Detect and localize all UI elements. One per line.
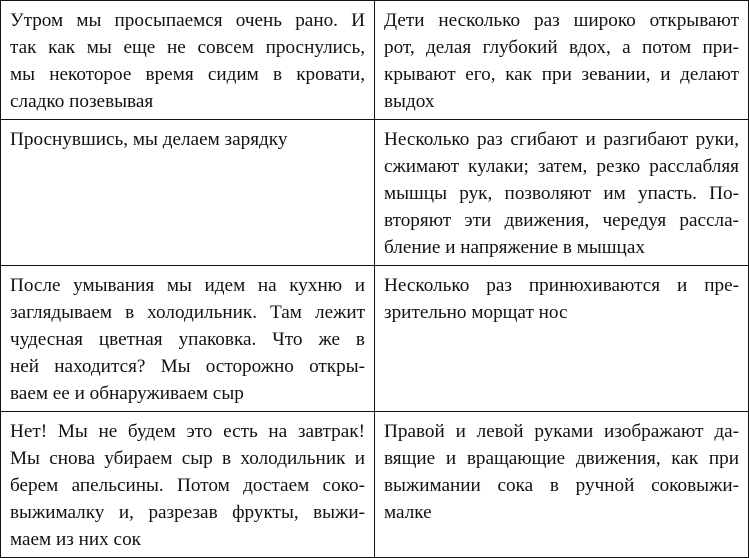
text-line: Несколько раз принюхиваются и пре-: [384, 275, 739, 296]
action-cell: [375, 412, 749, 558]
table-row: [1, 266, 749, 412]
action-cell: [375, 1, 749, 120]
story-cell: [1, 120, 375, 266]
table-row: [1, 1, 749, 120]
text-line: вторяют эти движения, чередуя расслa-: [384, 210, 739, 231]
text-line: После умывания мы идем на кухню и: [10, 275, 365, 296]
text-line: рот, делая глубокий вдох, а потом при-: [384, 37, 739, 58]
text-line: сжимают кулаки; затем, резко расслабляя: [384, 156, 739, 177]
text-line: берем апельсины. Потом достаем соко-: [10, 475, 365, 496]
action-cell: [375, 266, 749, 412]
table-row: [1, 412, 749, 558]
table-row: [1, 120, 749, 266]
text-line: Нет! Мы не будем это есть на завтрак!: [10, 421, 365, 442]
text-line: бление и напряжение в мышцах: [384, 237, 645, 258]
text-line: чудесная цветная упаковка. Что же в: [10, 329, 365, 350]
text-line: вящие и вращающие движения, как при: [384, 448, 739, 469]
text-line: сладко позевывая: [10, 91, 154, 112]
text-line: Несколько раз сгибают и разгибают руки,: [384, 129, 739, 150]
text-line: заглядываем в холодильник. Там лежит: [10, 302, 365, 323]
text-line: выдох: [384, 91, 435, 112]
text-line: Правой и левой руками изображают да-: [384, 421, 739, 442]
text-line: выжимании сока в ручной соковыжи-: [384, 475, 739, 496]
text-line: малке: [384, 502, 432, 523]
text-line: так как мы еще не совсем проснулись,: [10, 37, 365, 58]
text-line: Проснувшись, мы делаем зарядку: [10, 129, 288, 150]
story-cell: [1, 1, 375, 120]
story-cell: [1, 412, 375, 558]
table-body: [1, 1, 749, 558]
text-line: Утром мы просыпаемся очень рано. И: [10, 10, 365, 31]
text-line: Дети несколько раз широко открывают: [384, 10, 739, 31]
text-line: ней находится? Мы осторожно откры-: [10, 356, 365, 377]
text-line: мышцы рук, позволяют им упасть. По-: [384, 183, 739, 204]
text-line: зрительно морщат нос: [384, 302, 568, 323]
text-line: маем из них сок: [10, 529, 141, 550]
text-line: крывают его, как при зевании, и делают: [384, 64, 739, 85]
story-cell: [1, 266, 375, 412]
text-line: ваем ее и обнаруживаем сыр: [10, 383, 244, 404]
text-line: мы некоторое время сидим в кровати,: [10, 64, 365, 85]
action-cell: [375, 120, 749, 266]
text-line: Мы снова убираем сыр в холодильник и: [10, 448, 365, 469]
text-line: выжималку и, разрезав фрукты, выжи-: [10, 502, 365, 523]
